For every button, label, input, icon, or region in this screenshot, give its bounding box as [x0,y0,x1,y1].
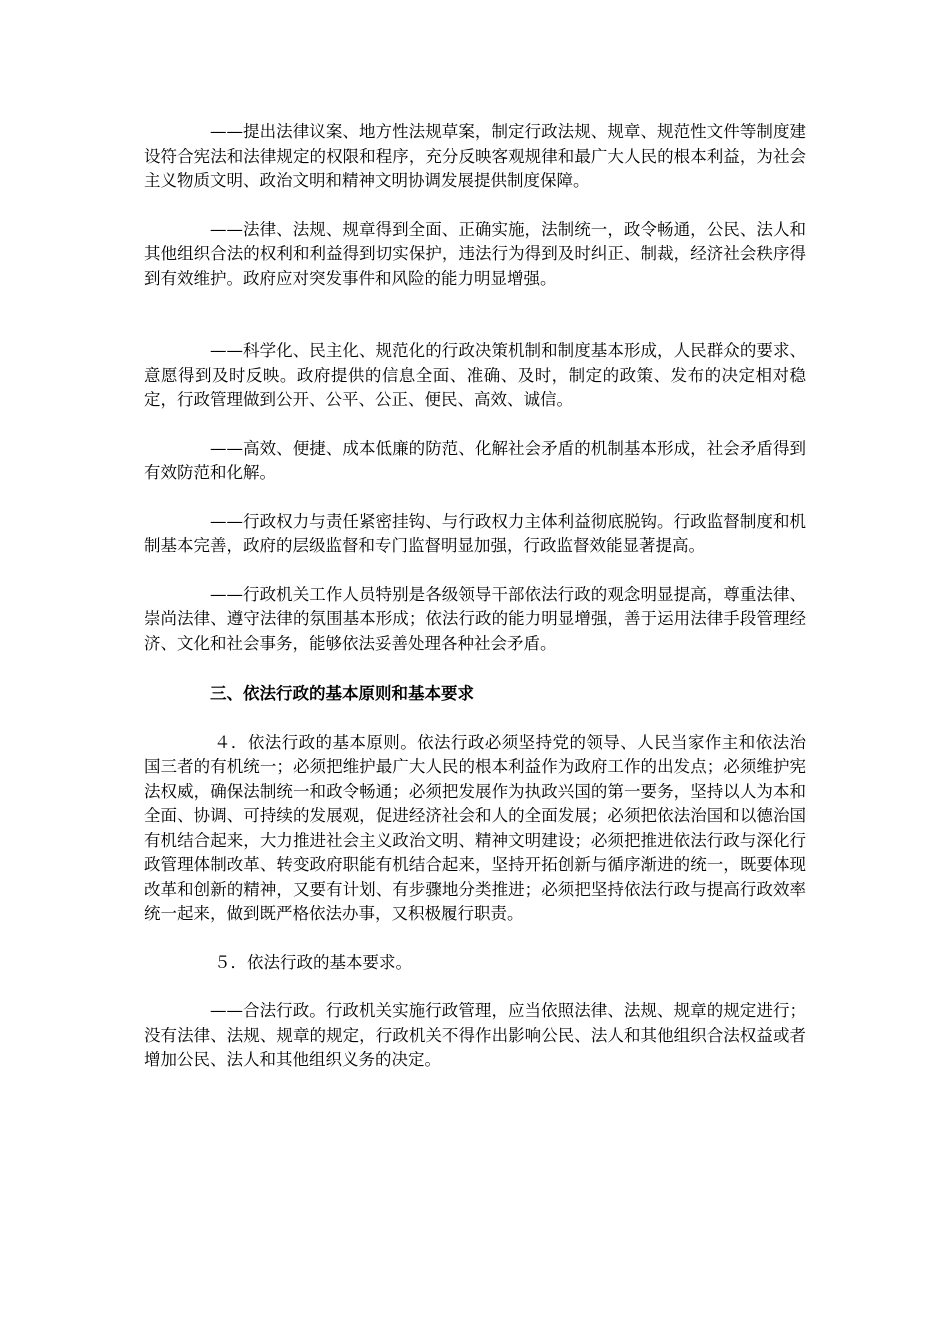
paragraph-legal-administration: ——合法行政。行政机关实施行政管理，应当依照法律、法规、规章的规定进行；没有法律、法规、规章的规定，行政机关不得作出影响公民、法人和其他组织合法权益或者增加公民、法人和其他组织义务的决定。 [144,1001,806,1069]
paragraph-administrative-supervision: ——行政权力与责任紧密挂钩、与行政权力主体利益彻底脱钩。行政监督制度和机制基本完善，政府的层级监督和专门监督明显加强，行政监督效能显著提高。 [144,511,806,555]
section-heading: 三、依法行政的基本原则和基本要求 [210,684,474,703]
paragraph-conflict-resolution: ——高效、便捷、成本低廉的防范、化解社会矛盾的机制基本形成，社会矛盾得到有效防范和化解。 [144,438,806,482]
paragraph-decision-mechanism: ——科学化、民主化、规范化的行政决策机制和制度基本形成，人民群众的要求、意愿得到及时反映。政府提供的信息全面、准确、及时，制定的政策、发布的决定相对稳定，行政管理做到公开、公平、公正、便民、高效、诚信。 [144,341,806,409]
paragraph-requirements-title: ５．依法行政的基本要求。 [214,952,412,972]
paragraph-rule-of-law-awareness: ——行政机关工作人员特别是各级领导干部依法行政的观念明显提高，尊重法律、崇尚法律、遵守法律的氛围基本形成；依法行政的能力明显增强，善于运用法律手段管理经济、文化和社会事务，能够依法妥善处理各种社会矛盾。 [144,584,806,653]
document-body [144,120,806,1073]
paragraph-law-implementation: ——法律、法规、规章得到全面、正确实施，法制统一，政令畅通，公民、法人和其他组织合法的权利和利益得到切实保护，违法行为得到及时纠正、制裁，经济社会秩序得到有效维护。政府应对突发事件和风险的能力明显增强。 [144,219,806,288]
paragraph-institutional-construction: ——提出法律议案、地方性法规草案，制定行政法规、规章、规范性文件等制度建设符合宪法和法律规定的权限和程序，充分反映客观规律和最广大人民的根本利益，为社会主义物质文明、政治文明和精神文明协调发展提供制度保障。 [144,122,806,190]
paragraph-basic-principles: ４．依法行政的基本原则。依法行政必须坚持党的领导、人民当家作主和依法治国三者的有机统一；必须把维护最广大人民的根本利益作为政府工作的出发点；必须维护宪法权威，确保法制统一和政令畅通；必须把发展作为执政兴国的第一要务，坚持以人为本和全面、协调、可持续的发展观，促进经济社会和人的全面发展；必须把依法治国和以德治国有机结合起来，大力推进社会主义政治文明、精神文明建设；必须把推进依法行政与深化行政管理体制改革、转变政府职能有机结合起来，坚持开拓创新与循序渐进的统一，既要体现改革和创新的精神，又要有计划、有步骤地分类推进；必须把坚持依法行政与提高行政效率统一起来，做到既严格依法办事，又积极履行职责。 [144,732,806,923]
